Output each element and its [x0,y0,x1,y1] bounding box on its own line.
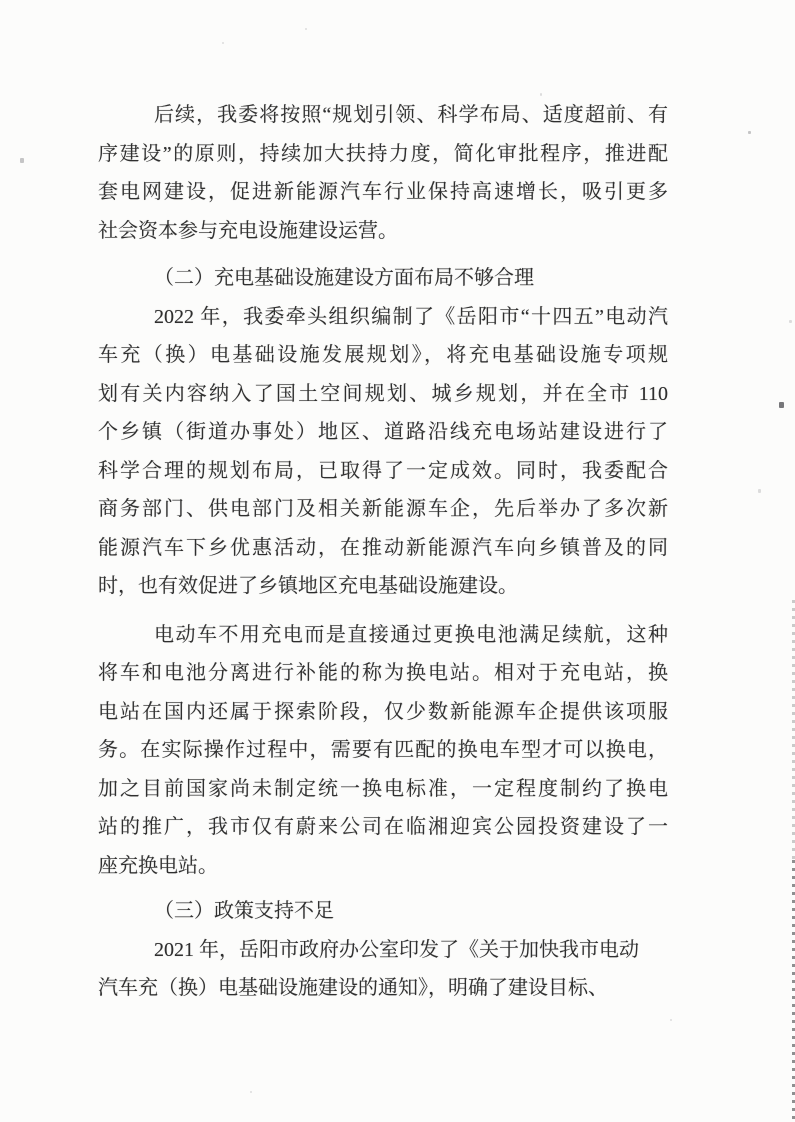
scan-artifact [748,131,751,134]
text-line: 划有关内容纳入了国土空间规划、城乡规划，并在全市 110 [98,382,668,405]
scan-artifact [789,320,792,323]
section-heading [98,259,668,298]
section-heading [98,892,668,931]
document-body [98,96,668,1008]
scan-artifact [670,1019,672,1021]
text-line: 站的推广，我市仅有蔚来公司在临湘迎宾公园投资建设了一 [98,816,668,838]
heading-line: （二）充电基础设施建设方面布局不够合理 [154,267,534,289]
scan-artifact [758,489,761,493]
text-line: 能源汽车下乡优惠活动，在推动新能源汽车向乡镇普及的同 [98,536,668,559]
text-line: 2021 年，岳阳市政府办公室印发了《关于加快我市电动 [154,938,639,961]
text-line: 电站在国内还属于探索阶段，仅少数新能源车企提供该项服 [98,700,668,723]
text-line: 科学合理的规划布局，已取得了一定成效。同时，我委配合 [98,459,668,482]
text-line: 汽车充（换）电基础设施建设的通知》，明确了建设目标、 [98,977,608,999]
text-line: 2022 年，我委牵头组织编制了《岳阳市“十四五”电动汽 [154,305,668,328]
paragraph [98,931,668,1008]
text-line: 加之目前国家尚未制定统一换电标准，一定程度制约了换电 [98,777,668,800]
scan-artifact [20,158,24,163]
heading-line: （三）政策支持不足 [154,900,334,922]
text-line: 序建设”的原则，持续加大扶持力度，简化审批程序，推进配 [98,142,668,165]
scan-artifact [222,42,224,44]
text-line: 务。在实际操作过程中，需要有匹配的换电车型才可以换电， [98,739,668,761]
scan-artifact [540,93,542,96]
text-line: 座充换电站。 [98,854,218,877]
text-line: 后续，我委将按照“规划引领、科学布局、适度超前、有 [154,104,668,126]
paragraph [98,96,668,250]
text-line: 套电网建设，促进新能源汽车行业保持高速增长，吸引更多 [98,181,668,203]
scan-artifact [305,28,307,30]
scan-artifact [779,402,784,408]
text-line: 个乡镇（街道办事处）地区、道路沿线充电场站建设进行了 [98,421,668,443]
paragraph [98,298,668,606]
text-line: 商务部门、供电部门及相关新能源车企，先后举办了多次新 [98,498,668,520]
text-line: 电动车不用充电而是直接通过更换电池满足续航，这种 [154,623,668,646]
text-line: 车充（换）电基础设施发展规划》，将充电基础设施专项规 [98,344,668,366]
paragraph [98,616,668,886]
text-line: 时，也有效促进了乡镇地区充电基础设施建设。 [98,575,518,597]
text-line: 社会资本参与充电设施建设运营。 [98,219,398,242]
scan-artifact [250,1091,252,1093]
text-line: 将车和电池分离进行补能的称为换电站。相对于充电站，换 [98,662,668,684]
